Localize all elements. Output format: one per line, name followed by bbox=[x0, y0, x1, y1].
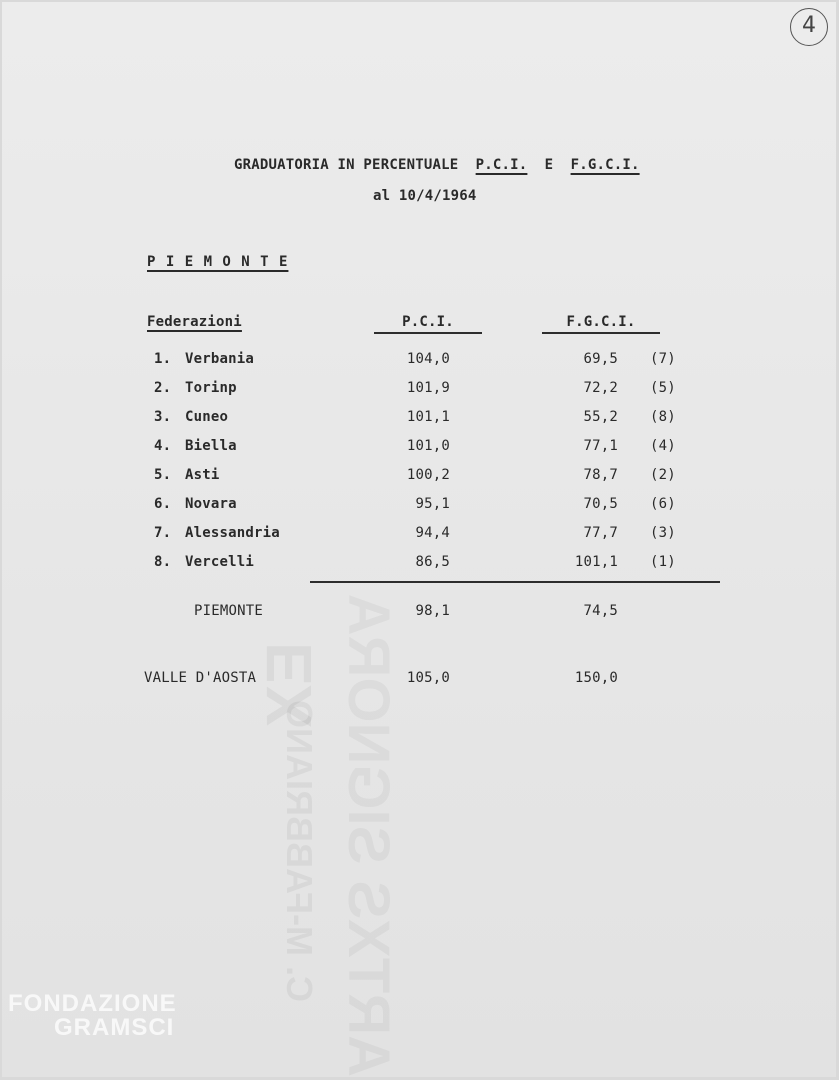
logo-line-2: GRAMSCI bbox=[54, 1014, 175, 1041]
row-pci: 100,2 bbox=[406, 467, 450, 483]
logo-line-1: FONDAZIONE bbox=[8, 990, 177, 1017]
title-date: al 10/4/1964 bbox=[373, 188, 477, 204]
paper-watermark-sub bbox=[278, 700, 320, 1002]
column-header-pci: P.C.I. bbox=[374, 314, 482, 334]
row-pci: 101,9 bbox=[406, 380, 450, 396]
row-name: Alessandria bbox=[185, 525, 280, 541]
valle-pci: 105,0 bbox=[406, 670, 450, 686]
row-rank: 5. bbox=[154, 467, 172, 483]
row-name: Cuneo bbox=[185, 409, 229, 425]
row-rank: 3. bbox=[154, 409, 172, 425]
row-name: Vercelli bbox=[185, 554, 255, 570]
row-fgci-rank: (3) bbox=[650, 525, 676, 541]
row-name: Asti bbox=[185, 467, 220, 483]
row-fgci: 78,7 bbox=[583, 467, 618, 483]
title-e: E bbox=[544, 157, 554, 173]
row-pci: 95,1 bbox=[415, 496, 450, 512]
row-fgci-rank: (2) bbox=[650, 467, 676, 483]
total-pci: 98,1 bbox=[415, 603, 450, 619]
row-fgci: 77,7 bbox=[583, 525, 618, 541]
column-header-federazioni: Federazioni bbox=[147, 314, 242, 330]
row-rank: 8. bbox=[154, 554, 172, 570]
valle-label: VALLE D'AOSTA bbox=[144, 670, 257, 686]
watermark-line-ex: EX bbox=[253, 642, 325, 728]
row-fgci: 77,1 bbox=[583, 438, 618, 454]
document-page bbox=[2, 2, 836, 1077]
title-fgci: F.G.C.I. bbox=[570, 157, 640, 173]
row-fgci: 69,5 bbox=[583, 351, 618, 367]
paper-watermark bbox=[252, 642, 326, 727]
title-pci: P.C.I. bbox=[475, 157, 528, 173]
row-pci: 86,5 bbox=[415, 554, 450, 570]
row-fgci-rank: (1) bbox=[650, 554, 676, 570]
total-divider bbox=[310, 581, 720, 583]
title-line-1 bbox=[234, 157, 640, 173]
valle-fgci: 150,0 bbox=[574, 670, 618, 686]
row-pci: 94,4 bbox=[415, 525, 450, 541]
row-rank: 4. bbox=[154, 438, 172, 454]
fondazione-gramsci-logo bbox=[8, 992, 177, 1040]
total-fgci: 74,5 bbox=[583, 603, 618, 619]
watermark-line-main: ARTXS SIGNORA bbox=[336, 593, 401, 1077]
row-fgci: 72,2 bbox=[583, 380, 618, 396]
row-name: Verbania bbox=[185, 351, 255, 367]
row-fgci: 70,5 bbox=[583, 496, 618, 512]
row-fgci-rank: (5) bbox=[650, 380, 676, 396]
row-rank: 1. bbox=[154, 351, 172, 367]
paper-watermark-main bbox=[335, 594, 402, 1077]
row-name: Novara bbox=[185, 496, 237, 512]
row-name: Biella bbox=[185, 438, 237, 454]
row-rank: 7. bbox=[154, 525, 172, 541]
row-fgci-rank: (8) bbox=[650, 409, 676, 425]
page-number: 4 bbox=[790, 8, 828, 46]
row-fgci: 55,2 bbox=[583, 409, 618, 425]
row-fgci-rank: (7) bbox=[650, 351, 676, 367]
row-fgci-rank: (4) bbox=[650, 438, 676, 454]
region-heading: P I E M O N T E bbox=[147, 254, 289, 270]
row-pci: 101,1 bbox=[406, 409, 450, 425]
total-label: PIEMONTE bbox=[194, 603, 264, 619]
title-prefix: GRADUATORIA IN PERCENTUALE bbox=[234, 157, 459, 173]
row-rank: 6. bbox=[154, 496, 172, 512]
row-pci: 104,0 bbox=[406, 351, 450, 367]
row-rank: 2. bbox=[154, 380, 172, 396]
watermark-line-sub: C. M-FABBRIANO bbox=[279, 700, 320, 1002]
row-fgci-rank: (6) bbox=[650, 496, 676, 512]
row-name: Torinp bbox=[185, 380, 237, 396]
row-pci: 101,0 bbox=[406, 438, 450, 454]
row-fgci: 101,1 bbox=[574, 554, 618, 570]
column-header-fgci: F.G.C.I. bbox=[542, 314, 660, 334]
